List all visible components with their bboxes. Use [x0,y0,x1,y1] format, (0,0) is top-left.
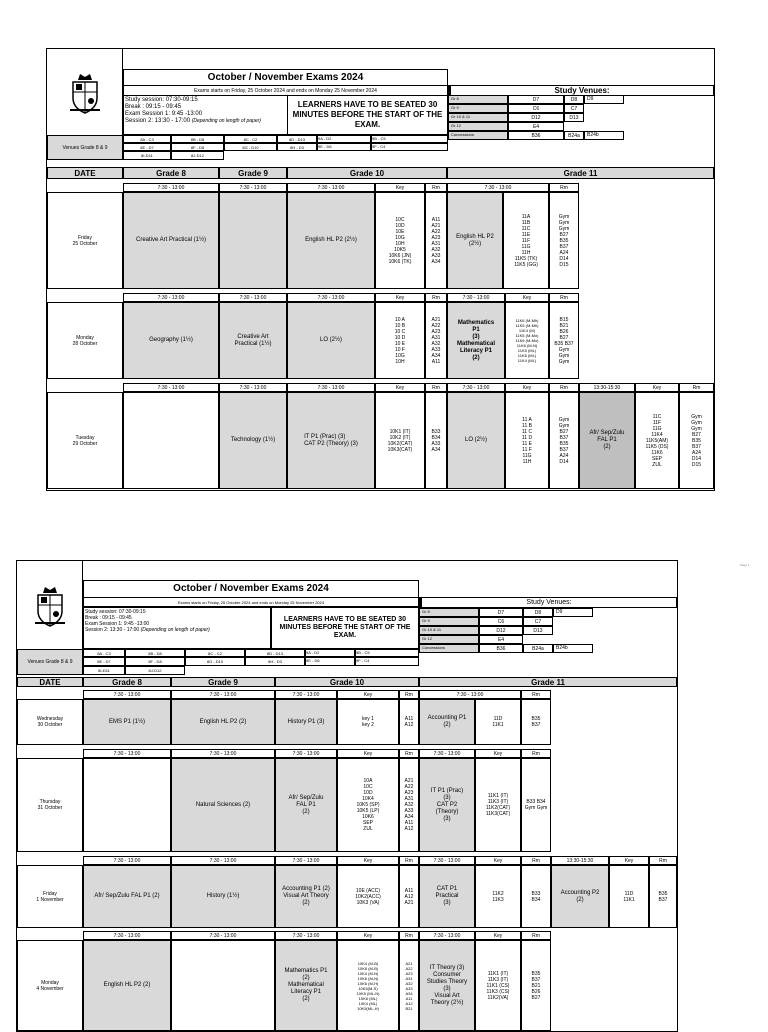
exam-day-row [47,383,714,489]
exam-day-row [17,749,677,852]
exam-date: Wednesday 30 October [17,699,83,745]
exam-day-row [17,931,677,1031]
venue-code: 8H - D3 [245,657,305,666]
session-2-time: Session 2: 13:30 - 17:00 [125,118,191,124]
grade-11-keys: 11A 11B 11C 11E 11F 11G 11H 11K5 (TK) 11K5 (GG) [503,192,549,289]
grade-10-rooms: A21 A22 A23 A31 A32 A33 A34 A11 [425,302,447,379]
session-times [83,607,271,649]
venue-a: D12 [508,113,564,122]
exam-day-row [47,183,714,289]
exam-date: Friday 1 November [17,865,83,928]
grade-8-9-venue-grid [123,135,448,160]
time-slot: 7:30 - 13:00 [447,383,505,392]
venue-b: B24a [564,131,584,140]
time-slot: 7:30 - 13:00 [171,690,275,699]
study-session: Study session: 07:30-09:15 [85,609,146,615]
venue-c: B24b [584,131,624,140]
grade-11-exam: CAT P1 Practical (3) [419,865,475,928]
grade-10-keys: 10A 10C 10D 10K4 10K5 (SP) 10K5 (LP) 10K6 SEP ZUL [337,758,399,852]
grade-11-rooms: Gym Gym Gym B27 B35 B37 A24 D14 D15 [549,192,579,289]
venue-code: 8G - D10 [224,143,277,151]
time-slot: 7:30 - 13:00 [83,749,171,758]
page-title: October / November Exams 2024 [123,69,448,86]
exam-dates-subtitle: Exams starts on Friday, 25 October 2024 and ends on Monday 25 November 2024 [83,597,419,607]
session-2 [85,627,269,633]
page-number-note: Page 1 [740,563,750,567]
exam-timetable-page-1 [46,48,715,491]
venue-table [419,608,677,656]
venue-code: 9A - D2 [317,135,371,143]
col-grade-8: Grade 8 [83,677,171,687]
study-venues-title: Study Venues: [419,597,677,608]
grade-11-exam: IT Theory (3) Consumer Studies Theory (3) Visual Art Theory (2½) [419,940,475,1031]
key-header: Key [375,383,425,392]
key-header: Key [475,749,521,758]
session-2-note: (Depending on length of paper) [140,627,210,633]
venue-a: D7 [508,95,564,104]
grade-11-rooms: B15 B21 B26 B27 B35 B37 Gym Gym Gym [549,302,579,379]
venue-a: B36 [508,131,564,140]
study-session: Study session: 07:30-09:15 [125,97,198,103]
venue-grade: Gr 8 [419,608,479,617]
rm-header: Rm [549,383,579,392]
grade-10-rooms: A21 A22 A23 A31 A32 A33 A34 A11 A12 B21 [399,940,419,1031]
venue-code: 8I-D11 [83,666,125,675]
rm-header: Rm [399,856,419,865]
key-header: Key [609,856,649,865]
col-grade-9: Grade 9 [219,167,287,179]
grade-11-keys: 11 A 11 B 11 C 11 D 11 E 11 F 11G 11H [505,392,549,489]
key-header: Key [635,383,679,392]
grade-10-keys: 10K1 (IT) 10K2 (IT) 10K2(CAT) 10K3(CAT) [375,392,425,489]
session-2-note: (Depending on length of paper) [191,118,261,124]
rm-header: Rm [425,383,447,392]
venue-a: C6 [508,104,564,113]
venue-c: D9 [584,95,624,104]
seating-notice: LEARNERS HAVE TO BE SEATED 30 MINUTES BEFORE THE START OF THE EXAM. [271,607,419,649]
grade-10-exam: Accounting P1 (2) Visual Art Theory (2) [275,865,337,928]
grade-10-exam: Mathematics P1 (2) Mathematical Literacy P1 (2) [275,940,337,1031]
rm-header: Rm [521,690,551,699]
time-slot: 7:30 - 13:00 [447,183,549,192]
time-slot-afternoon: 13:30-15:30 [551,856,609,865]
time-slot: 7:30 - 13:00 [123,293,219,302]
time-slot: 7:30 - 13:00 [123,183,219,192]
time-slot: 7:30 - 13:00 [219,293,287,302]
venue-code: 8D - D13 [245,649,305,657]
venue-grade: Gr 12 [419,635,479,644]
time-slot: 7:30 - 13:00 [287,383,375,392]
venue-code: 8F - D8 [125,657,185,666]
grade-11-afternoon-keys: 11C 11F 11G 11K4 11K5(AM) 11K5 (DS) 11K6 SEP ZUL [635,392,679,489]
grade-9-exam: Natural Sciences (2) [171,758,275,852]
exam-date: Tuesday 29 October [47,392,123,489]
grade-8-exam [123,392,219,489]
key-header: Key [337,931,399,940]
session-2 [125,118,286,125]
time-slot: 7:30 - 13:00 [419,690,521,699]
rm-header: Rm [425,183,447,192]
key-header: Key [475,856,521,865]
venue-code: 8H - D3 [277,143,317,151]
time-slot: 7:30 - 13:00 [419,931,475,940]
venue-grade: Gr 12 [448,122,508,131]
key-header: Key [337,856,399,865]
rm-header: Rm [399,931,419,940]
venue-code: 8B - D8 [171,135,224,143]
grade-11-exam: LO (2½) [447,392,505,489]
time-slot: 7:30 - 13:00 [171,931,275,940]
venue-table [448,95,714,145]
rm-header: Rm [521,749,551,758]
time-slot: 7:30 - 13:00 [219,383,287,392]
venue-b: C7 [523,617,553,626]
grade-11-keys: 11K2 11K3 [475,865,521,928]
venue-code: 8D - D13 [277,135,317,143]
venue-c: D9 [553,608,593,617]
rm-header: Rm [649,856,677,865]
venue-grade: Gr 9 [419,617,479,626]
time-slot: 7:30 - 13:00 [275,749,337,758]
grade-10-rooms: A11 A12 [399,699,419,745]
venue-b: D13 [564,113,584,122]
venue-code: 9E - D6 [317,143,371,151]
grade-8-exam [83,758,171,852]
venue-b: D8 [523,608,553,617]
venue-b: D13 [523,626,553,635]
venue-a: E4 [508,122,564,131]
exam-date: Monday 28 October [47,302,123,379]
grade-8-exam: Creative Art Practical (1½) [123,192,219,289]
rm-header: Rm [425,293,447,302]
rm-header: Rm [549,183,579,192]
grade-10-rooms: A21 A22 A23 A31 A32 A33 A34 A11 A12 [399,758,419,852]
school-crest-icon [68,70,102,114]
grade-10-keys: key 1 key 2 [337,699,399,745]
venue-code: 8B - D8 [125,649,185,657]
rm-header: Rm [521,856,551,865]
venue-code: 9E - D6 [305,657,355,666]
page-title: October / November Exams 2024 [83,580,419,598]
time-slot-afternoon: 13:30-15:30 [579,383,635,392]
grade-11-exam: IT P1 (Prac) (3) CAT P2 (Theory) (3) [419,758,475,852]
key-header: Key [505,293,549,302]
venue-code: 9F - C4 [371,143,448,151]
venues-grade-8-9-label: Venues Grade 8 & 9 [17,649,83,675]
col-grade-10: Grade 10 [275,677,419,687]
venue-grade: Concessions [419,644,479,653]
venue-a: D12 [479,626,523,635]
exam-dates-subtitle: Exams starts on Friday, 25 October 2024 and ends on Monday 25 November 2024 [123,85,448,96]
venue-code: 8C - C2 [224,135,277,143]
grade-11-afternoon-exam: Afr/ Sep/Zulu FAL P1 (2) [579,392,635,489]
grade-8-exam: Afr/ Sep/Zulu FAL P1 (2) [83,865,171,928]
rm-header: Rm [521,931,551,940]
venue-b: D8 [564,95,584,104]
grade-9-exam [219,192,287,289]
venue-b: B24a [523,644,553,653]
time-slot: 7:30 - 13:00 [275,931,337,940]
grade-11-exam: English HL P2 (2½) [447,192,503,289]
venue-a: B36 [479,644,523,653]
grade-11-rooms: B33 B34 [521,865,551,928]
key-header: Key [337,690,399,699]
venue-code: 8E - D7 [123,143,171,151]
venue-code: 8F - D8 [171,143,224,151]
grade-11-keys: 11K6 (M-Mh) 11K5 (M-Mh) 11K4 (M) 11K5 (M-Mo) 11K6 (M-Mo) 11K6 (M-N) 11K5 (ML) 11K6 (ML) 11K4 (ML) [505,302,549,379]
venue-code: 8A - C3 [123,135,171,143]
venue-code: 8G - D10 [185,657,245,666]
exam-day-row [17,690,677,745]
grade-11-exam: Mathematics P1 (3) Mathematical Literacy P1 (2) [447,302,505,379]
col-grade-11: Grade 11 [419,677,677,687]
study-venues-title: Study Venues: [448,85,714,96]
col-grade-11: Grade 11 [447,167,714,179]
session-1: Exam Session 1: 9:45 -13:00 [85,621,150,627]
time-slot: 7:30 - 13:00 [419,856,475,865]
column-header-row [17,677,677,687]
grade-10-keys: 10K4 (M-B) 10K6 (M-B) 10K4 (M-N) 10K6 (M-N) 10K6 (M-H) 10K5(M-S) 10K5 (ML-N) 10K6 (ML) 10K4 (ML) 10K5(ML-H) [337,940,399,1031]
venues-grade-8-9-label: Venues Grade 8 & 9 [47,135,123,160]
venue-c: B24b [553,644,593,653]
venue-grade: Gr 10 & 11 [419,626,479,635]
grade-10-rooms: A11 A21 A22 A23 A31 A32 A33 A34 [425,192,447,289]
time-slot: 7:30 - 13:00 [171,749,275,758]
grade-11-afternoon-exam: Accounting P2 (2) [551,865,609,928]
exam-date: Friday 25 October [47,192,123,289]
grade-10-rooms: A11 A12 A21 [399,865,419,928]
grade-9-exam: English HL P2 (2) [171,699,275,745]
session-times [123,95,288,135]
col-grade-8: Grade 8 [123,167,219,179]
grade-10-exam: Afr/ Sep/Zulu FAL P1 (2) [275,758,337,852]
grade-10-keys: 10C 10D 10E 10G 10H 10K5 10K6 (JN) 10K6 (TK) [375,192,425,289]
col-grade-9: Grade 9 [171,677,275,687]
time-slot: 7:30 - 13:00 [287,183,375,192]
rm-header: Rm [549,293,579,302]
venue-code: 8C - C2 [185,649,245,657]
grade-10-exam: LO (2½) [287,302,375,379]
venue-code: 9A - D2 [305,649,355,657]
grade-10-rooms: B33 B34 A33 A34 [425,392,447,489]
time-slot: 7:30 - 13:00 [419,749,475,758]
venue-a: E4 [479,635,523,644]
grade-10-keys: 10 A 10 B 10 C 10 D 10 E 10 F 10G 10H [375,302,425,379]
grade-10-keys: 10E (ACC) 10K2(ACC) 10K3 (VA) [337,865,399,928]
grade-10-exam: English HL P2 (2½) [287,192,375,289]
seating-notice: LEARNERS HAVE TO BE SEATED 30 MINUTES BEFORE THE START OF THE EXAM. [287,95,448,135]
col-date: DATE [47,167,123,179]
break-time: Break : 09:15 - 09:45 [125,104,182,110]
exam-day-row [47,293,714,379]
crest-cell [47,49,123,135]
key-header: Key [375,183,425,192]
exam-date: Monday 4 November [17,940,83,1031]
grade-11-keys: 11K1 (IT) 11K3 (IT) 11K2(CAT) 11K3(CAT) [475,758,521,852]
venue-code: 8J-D12 [171,151,224,160]
session-2-time: Session 2: 13:30 - 17:00 [85,627,140,633]
time-slot: 7:30 - 13:00 [275,690,337,699]
venue-a: D7 [479,608,523,617]
grade-11-exam: Accounting P1 (2) [419,699,475,745]
grade-11-keys: 11D 11K1 [475,699,521,745]
time-slot: 7:30 - 13:00 [123,383,219,392]
key-header: Key [375,293,425,302]
venue-grade: Concessions [448,131,508,140]
grade-11-rooms: Gym Gym B27 B37 B35 B37 A24 D14 [549,392,579,489]
venue-code: 8A - C3 [83,649,125,657]
key-header: Key [475,931,521,940]
time-slot: 7:30 - 13:00 [83,690,171,699]
venue-code: 8E - D7 [83,657,125,666]
venue-code: 9B - C5 [371,135,448,143]
time-slot: 7:30 - 13:00 [83,931,171,940]
venue-grade: Gr 8 [448,95,508,104]
grade-10-exam: IT P1 (Prac) (3) CAT P2 (Theory) (3) [287,392,375,489]
grade-11-afternoon-keys: 11D 11K1 [609,865,649,928]
time-slot: 7:30 - 13:00 [171,856,275,865]
grade-11-rooms: B33 B34 Gym Gym [521,758,551,852]
time-slot: 7:30 - 13:00 [275,856,337,865]
crest-cell [17,561,83,649]
grade-8-9-venue-grid [83,649,419,675]
grade-11-afternoon-rooms: B35 B37 [649,865,677,928]
venue-grade: Gr 9 [448,104,508,113]
venue-b: C7 [564,104,584,113]
grade-11-keys: 11K1 (IT) 11K3 (IT) 11K1 (CS) 11K3 (CS) 11K2(VA) [475,940,521,1031]
rm-header: Rm [679,383,714,392]
venue-code: 9F - C4 [355,657,419,666]
venue-grade: Gr 10 & 11 [448,113,508,122]
column-header-row [47,167,714,179]
exam-timetable-page-2 [16,560,678,1032]
col-date: DATE [17,677,83,687]
rm-header: Rm [399,690,419,699]
time-slot: 7:30 - 13:00 [219,183,287,192]
venue-code: 9B - C5 [355,649,419,657]
grade-10-exam: History P1 (3) [275,699,337,745]
grade-9-exam [171,940,275,1031]
key-header: Key [337,749,399,758]
time-slot: 7:30 - 13:00 [83,856,171,865]
break-time: Break : 09:15 - 09:45 [85,615,132,621]
venue-a: C6 [479,617,523,626]
school-crest-icon [33,583,67,627]
grade-9-exam: History (1½) [171,865,275,928]
venue-code: 8J-D12 [125,666,185,675]
exam-day-row [17,856,677,928]
grade-11-rooms: B35 B37 B21 B26 B27 [521,940,551,1031]
grade-8-exam: English HL P2 (2) [83,940,171,1031]
grade-9-exam: Technology (1½) [219,392,287,489]
col-grade-10: Grade 10 [287,167,447,179]
grade-8-exam: Geography (1½) [123,302,219,379]
exam-date: Thursday 31 October [17,758,83,852]
time-slot: 7:30 - 13:00 [287,293,375,302]
venue-code: 8I-D11 [123,151,171,160]
rm-header: Rm [399,749,419,758]
grade-11-rooms: B35 B37 [521,699,551,745]
session-1: Exam Session 1: 9:45 -13:00 [125,111,203,117]
key-header: Key [505,383,549,392]
grade-11-afternoon-rooms: Gym Gym Gym B27 B35 B37 A24 D14 D15 [679,392,714,489]
grade-8-exam: EMS P1 (1½) [83,699,171,745]
grade-9-exam: Creative Art Practical (1½) [219,302,287,379]
time-slot: 7:30 - 13:00 [447,293,505,302]
